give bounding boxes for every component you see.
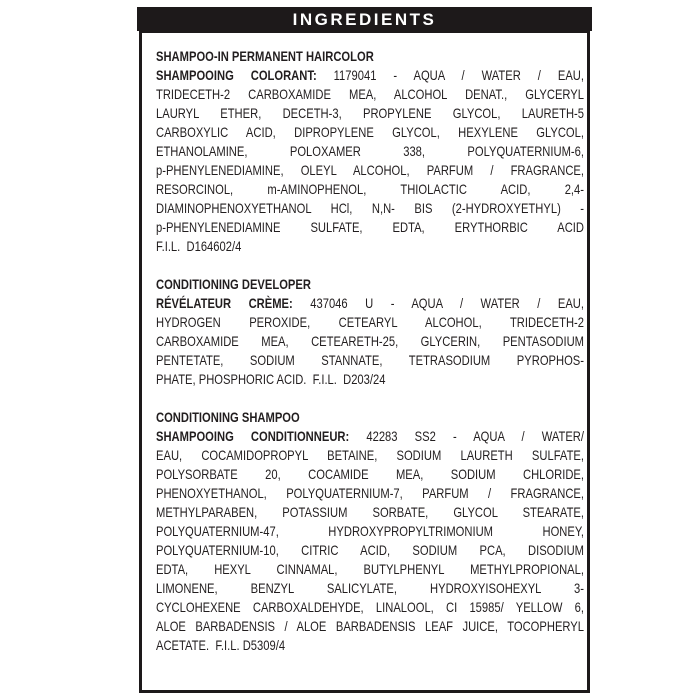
ingredients-text (156, 47, 584, 655)
ingredient-line: CARBOXYLIC ACID, DIPROPYLENE GLYCOL, HEXYLENE GLYCOL, (156, 124, 584, 140)
ingredient-line: p-PHENYLENEDIAMINE, OLEYL ALCOHOL, PARFUM / FRAGRANCE, (156, 162, 584, 178)
section-label-fr: SHAMPOOING COLORANT: (156, 67, 317, 83)
ingredient-line: EAU, COCAMIDOPROPYL BETAINE, SODIUM LAURETH SULFATE, (156, 447, 584, 463)
ingredient-line: POLYSORBATE 20, COCAMIDE MEA, SODIUM CHLORIDE, (156, 466, 584, 482)
ingredient-line: ALOE BARBADENSIS / ALOE BARBADENSIS LEAF JUICE, TOCOPHERYL (156, 618, 584, 634)
section-lead-line (156, 294, 584, 313)
ingredient-line: POLYQUATERNIUM-47, HYDROXYPROPYLTRIMONIUM HONEY, (156, 523, 584, 539)
ingredient-line: PHENOXYETHANOL, POLYQUATERNIUM-7, PARFUM / FRAGRANCE, (156, 485, 584, 501)
section-label-fr: RÉVÉLATEUR CRÈME: (156, 295, 293, 311)
ingredient-line: CYCLOHEXENE CARBOXALDEHYDE, LINALOOL, CI 15985/ YELLOW 6, (156, 599, 584, 615)
ingredient-line: METHYLPARABEN, POTASSIUM SORBATE, GLYCOL STEARATE, (156, 504, 584, 520)
ingredient-line: LAURYL ETHER, DECETH-3, PROPYLENE GLYCOL, LAURETH-5 (156, 105, 584, 121)
ingredient-line: EDTA, HEXYL CINNAMAL, BUTYLPHENYL METHYLPROPIONAL, (156, 561, 584, 577)
section-heading-en: CONDITIONING DEVELOPER (156, 276, 311, 292)
ingredient-line: CARBOXAMIDE MEA, CETEARETH-25, GLYCERIN, PENTASODIUM (156, 333, 584, 349)
section-body-lines (156, 313, 584, 370)
ingredients-box (139, 31, 590, 693)
section-body-lines (156, 446, 584, 636)
ingredient-line: HYDROGEN PEROXIDE, CETEARYL ALCOHOL, TRIDECETH-2 (156, 314, 584, 330)
ingredient-line: RESORCINOL, m-AMINOPHENOL, THIOLACTIC ACID, 2,4- (156, 181, 584, 197)
ingredients-label (137, 7, 592, 693)
section-heading-en: CONDITIONING SHAMPOO (156, 409, 300, 425)
section-lead-line (156, 66, 584, 85)
section-lead-line (156, 427, 584, 446)
section-lead-rest: 1179041 - AQUA / WATER / EAU, (333, 67, 584, 83)
ingredient-line: POLYQUATERNIUM-10, CITRIC ACID, SODIUM PCA, DISODIUM (156, 542, 584, 558)
ingredients-content (142, 33, 587, 655)
section-body-lines (156, 85, 584, 237)
ingredients-title: INGREDIENTS (292, 10, 437, 29)
section-fil-line: PHATE, PHOSPHORIC ACID. F.I.L. D203/24 (156, 371, 386, 387)
ingredient-line: p-PHENYLENEDIAMINE SULFATE, EDTA, ERYTHORBIC ACID (156, 219, 584, 235)
ingredient-line: ETHANOLAMINE, POLOXAMER 338, POLYQUATERNIUM-6, (156, 143, 584, 159)
ingredient-line: PENTETATE, SODIUM STANNATE, TETRASODIUM PYROPHOS- (156, 352, 584, 368)
section-conditioning-developer (156, 275, 584, 389)
ingredients-header-bar (137, 7, 592, 31)
section-conditioning-shampoo (156, 408, 584, 655)
section-fil-line: ACETATE. F.I.L. D5309/4 (156, 637, 286, 653)
section-lead-rest: 42283 SS2 - AQUA / WATER/ (366, 428, 585, 444)
section-fil-line: F.I.L. D164602/4 (156, 238, 242, 254)
ingredient-line: DIAMINOPHENOXYETHANOL HCl, N,N- BIS (2-HYDROXYETHYL) - (156, 200, 584, 216)
section-label-fr: SHAMPOOING CONDITIONNEUR: (156, 428, 350, 444)
section-permanent-haircolor (156, 47, 584, 256)
ingredient-line: LIMONENE, BENZYL SALICYLATE, HYDROXYISOHEXYL 3- (156, 580, 584, 596)
section-lead-rest: 437046 U - AQUA / WATER / EAU, (310, 295, 585, 311)
ingredient-line: TRIDECETH-2 CARBOXAMIDE MEA, ALCOHOL DENAT., GLYCERYL (156, 86, 584, 102)
section-heading-en: SHAMPOO-IN PERMANENT HAIRCOLOR (156, 48, 374, 64)
